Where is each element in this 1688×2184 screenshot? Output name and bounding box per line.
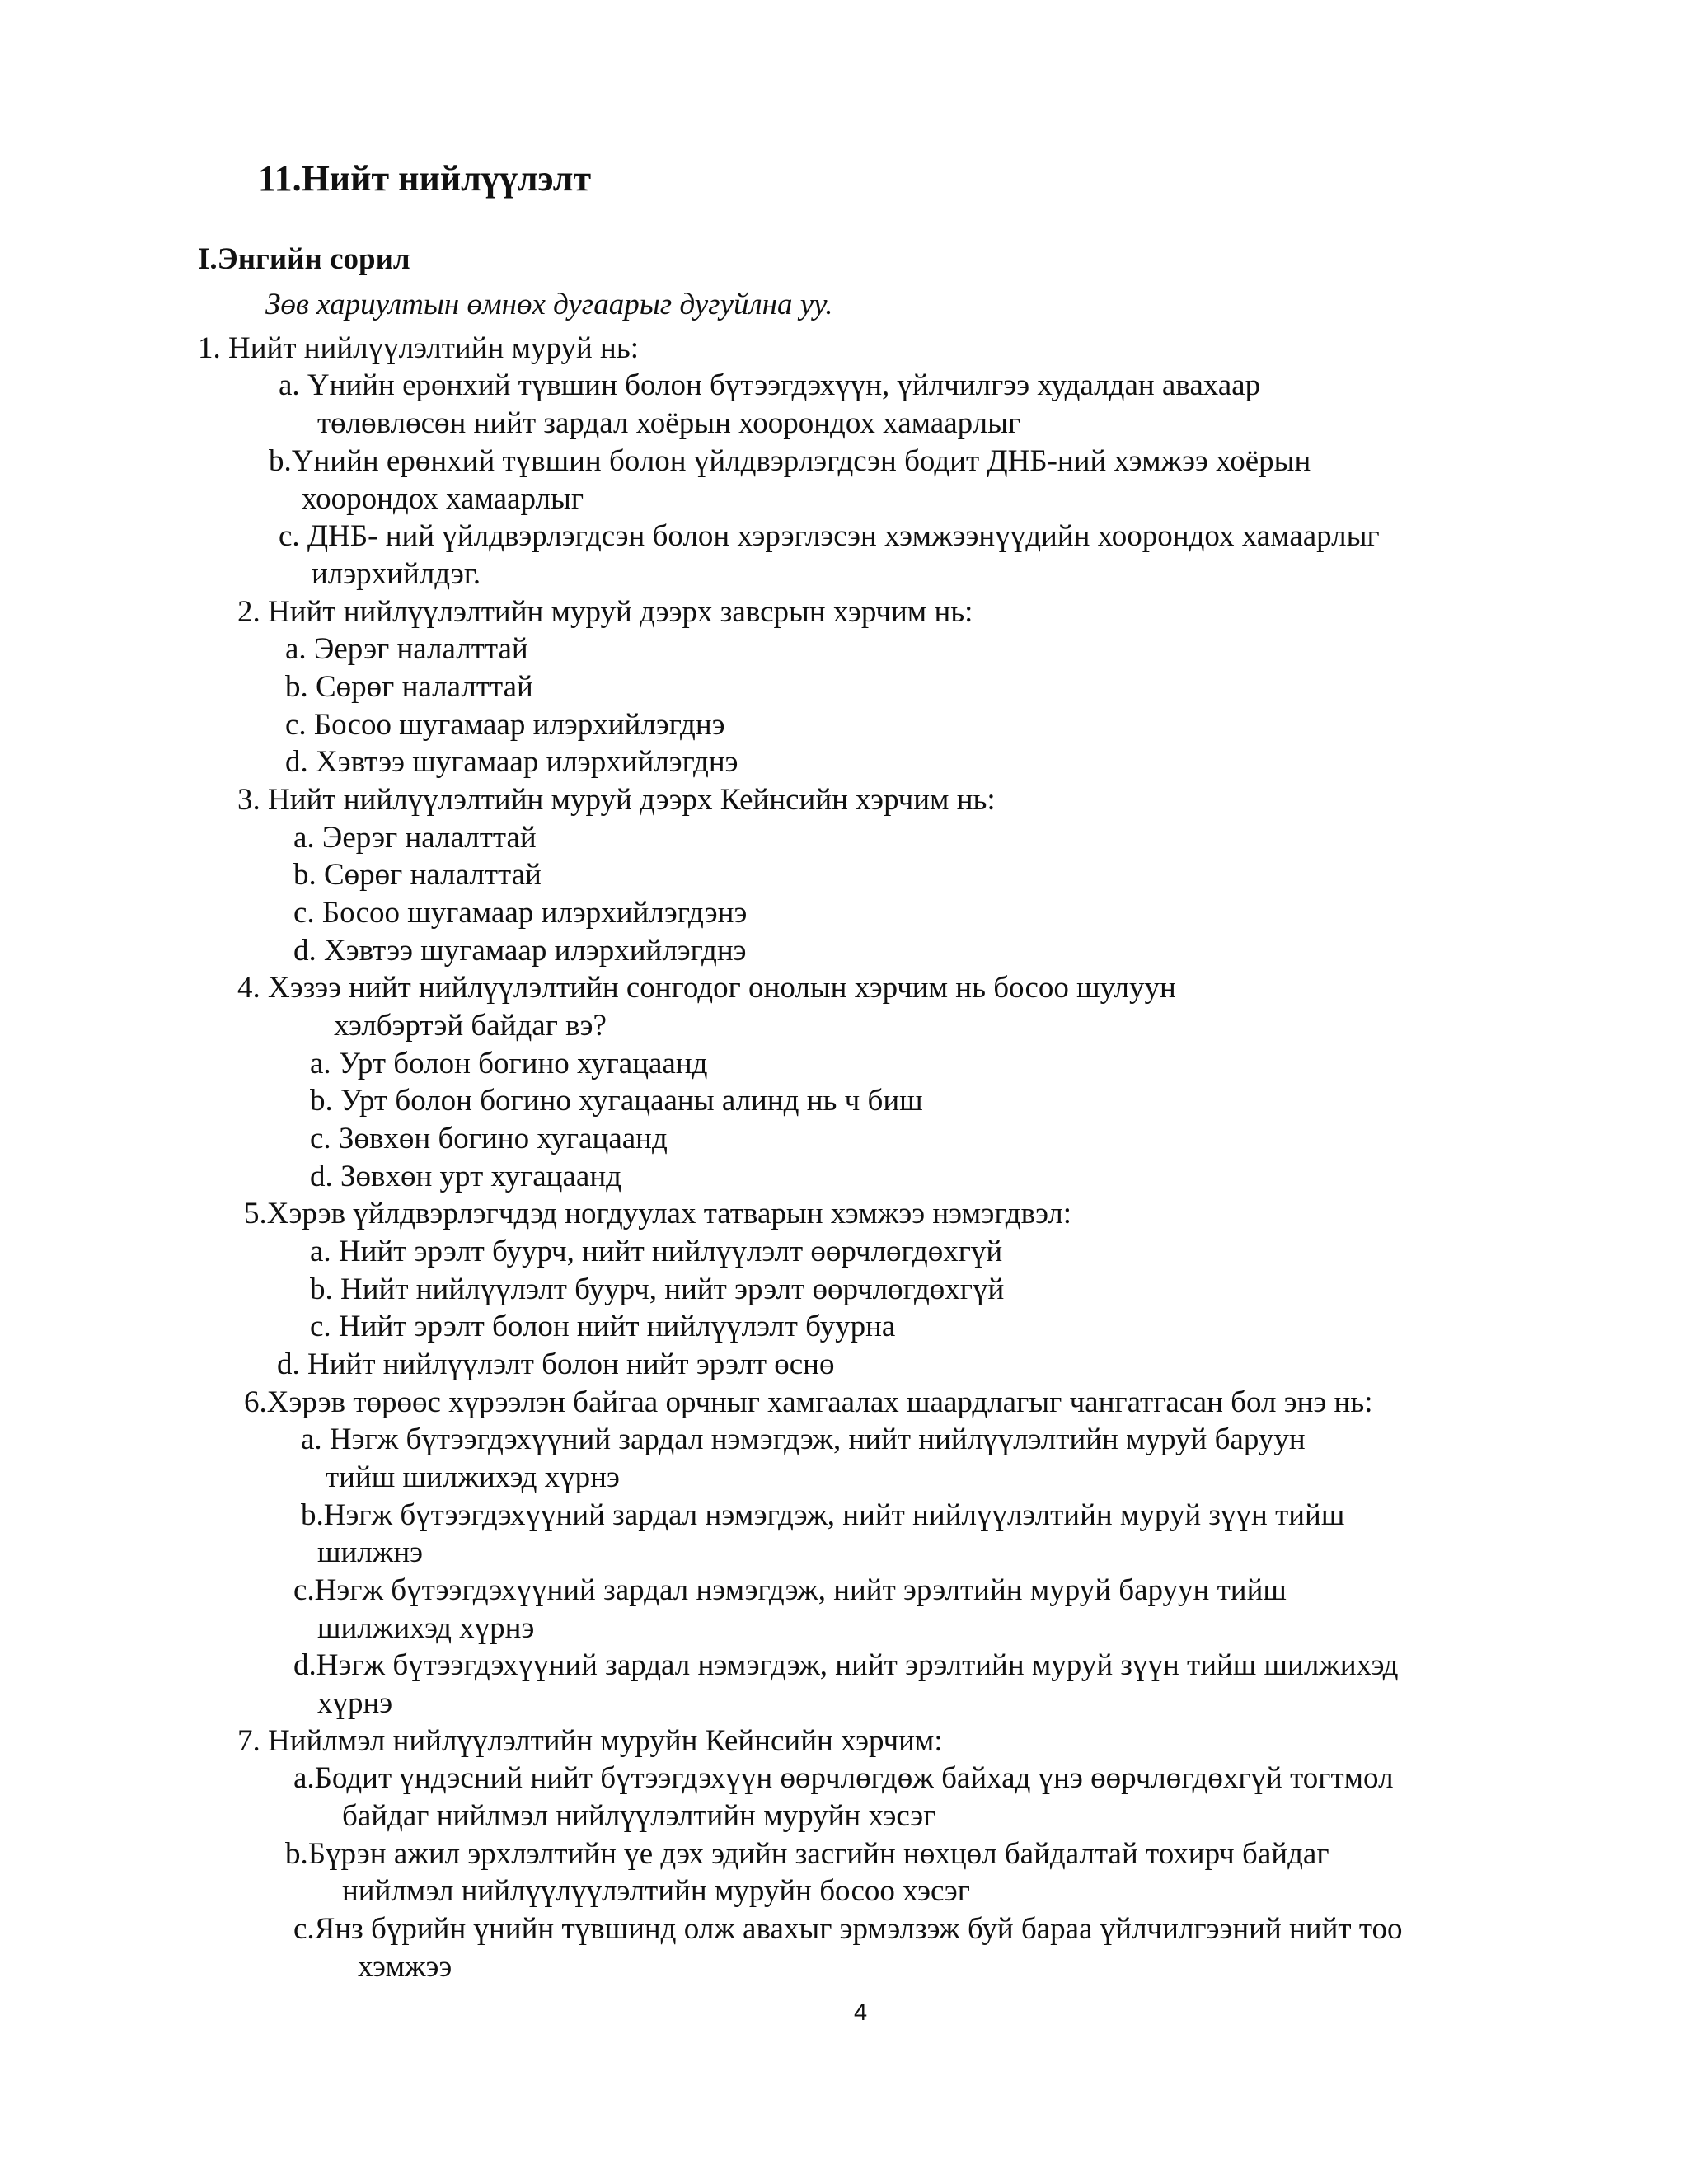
option-3-c: c. Босоо шугамаар илэрхийлэгдэнэ: [293, 896, 748, 930]
option-7-c: c.Янз бүрийн үнийн түвшинд олж авахыг эрмэлзэж буй бараа үйлчилгээний нийт тоо: [293, 1912, 1403, 1946]
option-1-c: c. ДНБ- ний үйлдвэрлэгдсэн болон хэрэглэсэн хэмжээнүүдийн хоорондох хамаарлыг: [279, 519, 1380, 553]
option-1-b: b.Үнийн ерөнхий түвшин болон үйлдвэрлэгдсэн бодит ДНБ-ний хэмжээ хоёрын: [269, 444, 1311, 478]
option-6-a: a. Нэгж бүтээгдэхүүний зардал нэмэгдэж, нийт нийлүүлэлтийн муруй баруун: [301, 1422, 1306, 1456]
option-6-b-continued: шилжнэ: [317, 1535, 424, 1569]
option-7-a: a.Бодит үндэсний нийт бүтээгдэхүүн өөрчлөгдөж байхад үнэ өөрчлөгдөхгүй тогтмол: [293, 1761, 1394, 1795]
option-5-d: d. Нийт нийлүүлэлт болон нийт эрэлт өснө: [277, 1347, 835, 1381]
option-4-d: d. Зөвхөн урт хугацаанд: [310, 1160, 621, 1193]
option-2-c: c. Босоо шугамаар илэрхийлэгднэ: [285, 708, 725, 742]
instruction-text: Зөв хариултын өмнөх дугаарыг дугуйлна уу.: [265, 288, 833, 321]
option-7-c-continued: хэмжээ: [358, 1950, 452, 1984]
option-6-c-continued: шилжихэд хүрнэ: [317, 1611, 535, 1645]
option-3-a: a. Эерэг налалттай: [293, 821, 537, 855]
question-4: 4. Хэзээ нийт нийлүүлэлтийн сонгодог онолын хэрчим нь босоо шулуун: [237, 971, 1176, 1005]
option-5-b: b. Нийт нийлүүлэлт буурч, нийт эрэлт өөрчлөгдөхгүй: [310, 1272, 1005, 1306]
option-3-b: b. Сөрөг налалттай: [293, 858, 542, 892]
section-heading: I.Энгийн сорил: [198, 242, 410, 276]
option-2-d: d. Хэвтээ шугамаар илэрхийлэгднэ: [285, 745, 738, 779]
option-7-b: b.Бүрэн ажил эрхлэлтийн үе дэх эдийн засгийн нөхцөл байдалтай тохирч байдаг: [285, 1837, 1329, 1871]
option-5-c: c. Нийт эрэлт болон нийт нийлүүлэлт буурна: [310, 1310, 896, 1343]
question-6: 6.Хэрэв төрөөс хүрээлэн байгаа орчныг хамгаалах шаардлагыг чангатгасан бол энэ нь:: [244, 1385, 1373, 1419]
option-1-a: a. Үнийн ерөнхий түвшин болон бүтээгдэхүүн, үйлчилгээ худалдан авахаар: [279, 368, 1261, 402]
option-7-a-continued: байдаг нийлмэл нийлүүлэлтийн муруйн хэсэг: [342, 1799, 936, 1833]
option-4-b: b. Урт болон богино хугацааны алинд нь ч биш: [310, 1084, 923, 1118]
option-4-c: c. Зөвхөн богино хугацаанд: [310, 1122, 668, 1155]
page-title: 11.Нийт нийлүүлэлт: [258, 158, 592, 199]
option-3-d: d. Хэвтээ шугамаар илэрхийлэгднэ: [293, 934, 747, 968]
option-4-a: a. Урт болон богино хугацаанд: [310, 1047, 708, 1080]
option-6-c: c.Нэгж бүтээгдэхүүний зардал нэмэгдэж, нийт эрэлтийн муруй баруун тийш: [293, 1573, 1287, 1607]
option-1-a-continued: төлөвлөсөн нийт зардал хоёрын хоорондох хамаарлыг: [317, 406, 1021, 440]
question-3: 3. Нийт нийлүүлэлтийн муруй дээрх Кейнсийн хэрчим нь:: [237, 783, 996, 817]
question-4-continued: хэлбэртэй байдаг вэ?: [334, 1009, 607, 1043]
option-1-c-continued: илэрхийлдэг.: [312, 557, 481, 591]
page-number: 4: [854, 1999, 868, 2026]
option-1-b-continued: хоорондох хамаарлыг: [302, 482, 584, 516]
option-7-b-continued: нийлмэл нийлүүлүүлэлтийн муруйн босоо хэсэг: [342, 1874, 970, 1908]
option-6-b: b.Нэгж бүтээгдэхүүний зардал нэмэгдэж, нийт нийлүүлэлтийн муруй зүүн тийш: [301, 1498, 1345, 1532]
option-2-b: b. Сөрөг налалттай: [285, 670, 533, 704]
option-6-d-continued: хүрнэ: [317, 1686, 393, 1720]
option-5-a: a. Нийт эрэлт буурч, нийт нийлүүлэлт өөрчлөгдөхгүй: [310, 1235, 1003, 1268]
question-7: 7. Нийлмэл нийлүүлэлтийн муруйн Кейнсийн хэрчим:: [237, 1724, 943, 1758]
question-2: 2. Нийт нийлүүлэлтийн муруй дээрх завсрын хэрчим нь:: [237, 595, 973, 629]
option-2-a: a. Эерэг налалттай: [285, 632, 528, 666]
question-1: 1. Нийт нийлүүлэлтийн муруй нь:: [198, 331, 640, 365]
option-6-a-continued: тийш шилжихэд хүрнэ: [326, 1460, 620, 1494]
option-6-d: d.Нэгж бүтээгдэхүүний зардал нэмэгдэж, нийт эрэлтийн муруй зүүн тийш шилжихэд: [293, 1648, 1399, 1682]
question-5: 5.Хэрэв үйлдвэрлэгчдэд ногдуулах татварын хэмжээ нэмэгдвэл:: [244, 1197, 1072, 1230]
